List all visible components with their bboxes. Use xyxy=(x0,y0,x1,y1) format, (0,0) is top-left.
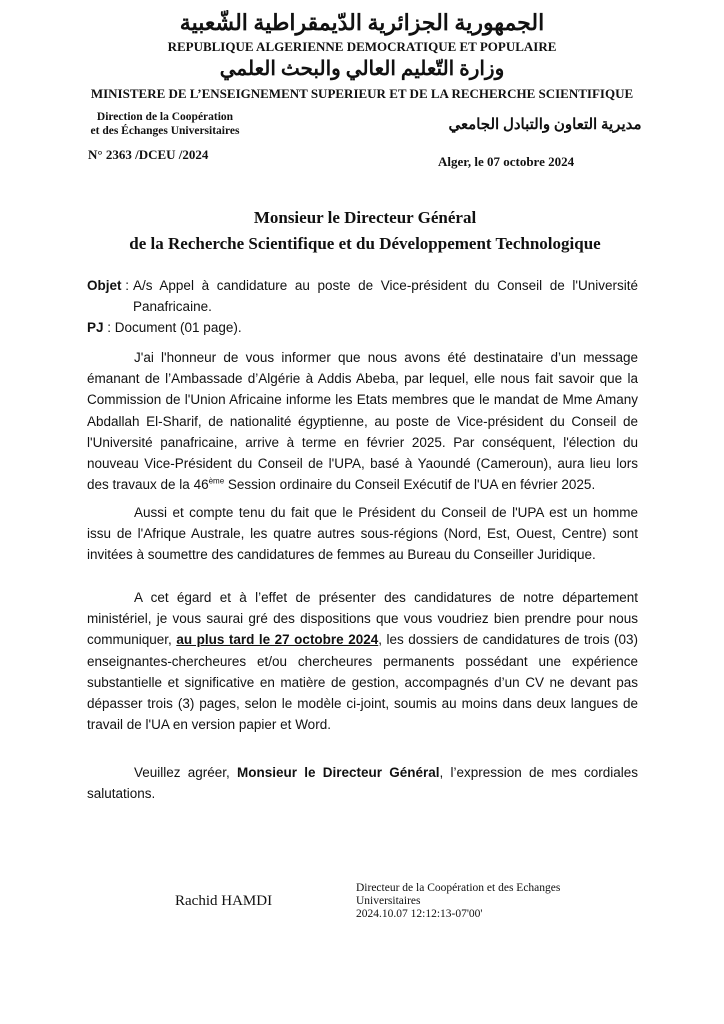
direction-arabic: مديرية التعاون والتبادل الجامعي xyxy=(448,117,642,133)
recipient-line2: de la Recherche Scientifique et du Développement Technologique xyxy=(129,234,601,253)
header-ministry-arabic: وزارة التّعليم العالي والبحث العلمي xyxy=(219,58,505,80)
letter-date: Alger, le 07 octobre 2024 xyxy=(438,154,575,169)
header-ministry-french: MINISTERE DE L’ENSEIGNEMENT SUPERIEUR ET DE LA RECHERCHE SCIENTIFIQUE xyxy=(90,86,634,101)
subject-block xyxy=(87,275,638,339)
paragraph-3 xyxy=(87,587,638,735)
deadline-highlight: au plus tard le 27 octobre 2024 xyxy=(176,632,379,648)
signature-timestamp: 2024.10.07 12:12:13-07'00' xyxy=(356,908,483,920)
recipient xyxy=(80,205,650,257)
reference-number: N° 2363 /DCEU /2024 xyxy=(88,147,209,162)
pj-row xyxy=(87,317,638,338)
paragraph-3-text-a: A cet égard et à l’effet de présenter des candidatures de notre département ministériel, je vous saurai gré des dispositions que vous voudriez bien prendre pour nous communiquer, xyxy=(87,590,638,648)
pj-label: PJ xyxy=(87,320,104,336)
closing-paragraph xyxy=(87,762,638,804)
digital-signature-info xyxy=(356,882,636,921)
header-republic-arabic: الجمهورية الجزائرية الدّيمقراطية الشّعبية xyxy=(179,10,545,35)
objet-row xyxy=(87,275,638,317)
recipient-line1: Monsieur le Directeur Général xyxy=(253,208,477,227)
paragraph-1-text-a: J'ai l'honneur de vous informer que nous avons été destinataire d’un message émanant de l’Ambassade d’Algérie à Addis Abeba, par lequel, elle nous fait savoir que la Commission de l'Union Africaine informe les Etats membres que le mandat de Mme Amany Abdallah El-Sharif, de nationalité égyptienne, au poste de Vice-président du Conseil de l'Université panafricaine, arrive à terme en février 2025. Par conséquent, l'élection du nouveau Vice-Président du Conseil de l'UPA, basé à Yaoundé (Cameroun), aura lieu lors des travaux de la 46 xyxy=(87,350,638,493)
objet-text: A/s Appel à candidature au poste de Vice-président du Conseil de l'Université Panafricaine. xyxy=(133,278,638,315)
closing-text-a: Veuillez agréer, xyxy=(134,765,238,780)
direction-french-line2: et des Échanges Universitaires xyxy=(90,125,240,137)
signature-title-line2: Universitaires xyxy=(356,895,421,907)
direction-french-line1: Direction de la Coopération xyxy=(96,111,234,123)
signatory-name: Rachid HAMDI xyxy=(175,893,273,909)
paragraph-2: Aussi et compte tenu du fait que le Président du Conseil de l'UPA est un homme issu de l'Afrique Australe, les quatre autres sous-régions (Nord, Est, Ouest, Centre) sont invitées à soumettre des candidatures de femmes au Bureau du Conseiller Juridique. xyxy=(87,505,638,563)
objet-separator: : xyxy=(121,278,130,293)
objet-label: Objet xyxy=(87,278,122,293)
paragraph-1 xyxy=(87,347,638,495)
paragraph-1-superscript: ème xyxy=(208,476,225,486)
header-republic-french: REPUBLIQUE ALGERIENNE DEMOCRATIQUE ET POPULAIRE xyxy=(167,39,557,54)
objet-label-wrap xyxy=(87,275,133,317)
paragraph-3-text-b: , les dossiers de candidatures de trois (03) enseignantes-chercheures et/ou chercheures permanents possédant une expérience substantielle et significative en matière de gestion, accompagnés d’un CV ne devant pas dépasser trois (3) pages, selon le modèle ci-joint, soumis au moins dans deux langues de travail de l'UA en version papier et Word. xyxy=(87,632,638,733)
pj-text: : Document (01 page). xyxy=(103,320,242,336)
signature-title-line1: Directeur de la Coopération et des Echanges xyxy=(356,882,561,894)
paragraph-1-text-b: Session ordinaire du Conseil Exécutif de l'UA en février 2025. xyxy=(224,477,596,493)
direction-french xyxy=(75,110,255,138)
closing-bold: Monsieur le Directeur Général xyxy=(237,765,440,780)
closing-text-b: , l’expression de mes cordiales salutations. xyxy=(87,765,638,802)
